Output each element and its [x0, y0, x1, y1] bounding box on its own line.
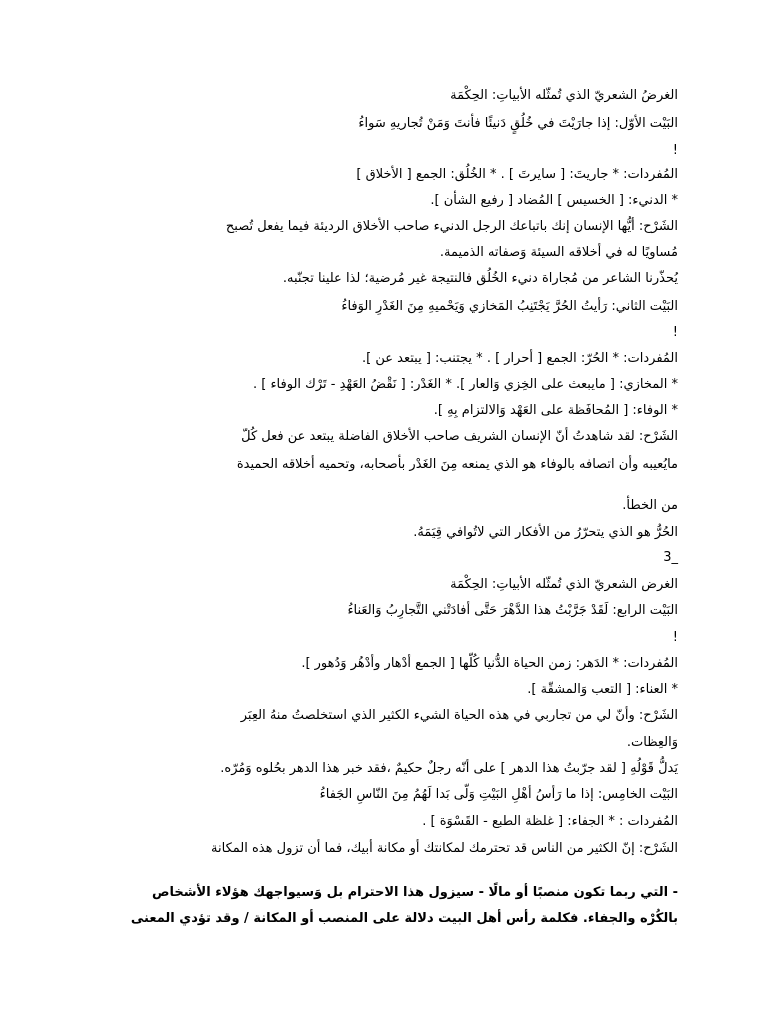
vocabulary-5: المُفردات : * الجفاء: [ غلظة الطبع - القَسْوَة ] . [422, 814, 678, 829]
lesson-4: يَدلُّ قَوْلُهِ [ لقد جرّبتُ هذا الدهر ] على أنّه رجلٌ حكيمٌ ،فقد خبر هذا الدهر بحُلوه وَمُرّه. [220, 761, 678, 776]
vocabulary-2b: * المخازي: [ مايبعث على الخِزي وَالعار ]. * الغَدْر: [ نَقْضُ العَهْدِ - تَرْك الوفاء ] . [252, 377, 678, 392]
explanation-5c: بالكُرْه والجفاء. فكلمة رأس أهل البيت دلالة على المنصب أو المكانة / وقد تؤدي المعنى [130, 911, 678, 926]
explanation-2a: الشَرْح: لقد شاهدتُ أنّ الإنسان الشريف صاحب الأخلاق الفاضلة يبتعد عن فعل كُلّ [241, 429, 678, 444]
verse-2: البَيْت الثاني: رَأيتُ الحُرَّ يَجْتَنِبُ المَخازي وَيَحْميهِ مِنَ الغَدْرِ الوَفاءُ [341, 299, 678, 314]
poem-purpose-heading-2: الغرض الشعريّ الذي تُمثّله الأبياتِ: الحِكْمَة [450, 577, 678, 592]
separator-mark: ! [672, 143, 678, 158]
explanation-4a: الشَرْح: وأنّ لي من تجاربي في هذه الحياة الشيء الكثير الذي استخلصتُ منهُ العِبَر [240, 708, 678, 723]
explanation-1a: الشَرْح: أيُّها الإنسان إنك باتباعك الرجل الدنيء صاحب الأخلاق الرديئة فيما يفعل تُصبح [225, 219, 678, 234]
poem-purpose-heading-1: الغرضُ الشعريّ الذي تُمثّله الأبياتِ: الحِكْمَة [450, 88, 678, 103]
explanation-5b: - التي ربما تكون منصبًا أو مالًا - سيزول هذا الاحترام بل وَسيواجهك هؤلاء الأشخاص [152, 885, 678, 900]
separator-mark: ! [672, 325, 678, 340]
vocabulary-4b: * العناء: [ التعب وَالمشقّة ]. [527, 682, 678, 697]
page-number: 3_ [663, 550, 678, 565]
lesson-1: يُحذّرنا الشاعر من مُجاراة دنيء الخُلُق فالنتيجة غير مُرضية؛ لذا علينا تجنّبه. [282, 271, 678, 286]
vocabulary-2a: المُفردات: * الحُرّ: الجمع [ أحرار ] . * يجتنب: [ يبتعد عن ]. [362, 351, 678, 366]
explanation-5a: الشَرْح: إنّ الكثير من الناس قد تحترمك لمكانتك أو مكانة أبيك، فما أن تزول هذه المكانة [211, 841, 678, 856]
vocabulary-1b: * الدنيء: [ الخسيس ] المُضاد [ رفيع الشأن ]. [430, 193, 678, 208]
verse-1: البَيْت الأوّل: إذا جارَيْتَ في خُلُقٍ دَنيئًا فأنتَ وَمَنْ تُجاريهِ سَواءُ [358, 116, 678, 131]
verse-4: البَيْت الرابع: لَقَدْ جَرَّبْتُ هذا الدَّهْرَ حَتَّى أفادَتْني التَّجارِبُ وَالعَناءُ [347, 603, 678, 618]
explanation-4b: وَالعِظات. [626, 735, 678, 750]
vocabulary-2c: * الوفاء: [ المُحافَظة على العَهْد وَالالتزام بِهِ ]. [433, 403, 678, 418]
explanation-2b: مايُعيبه وأن اتصافه بالوفاء هو الذي يمنعه مِنَ الغَدْر بأصحابه، وتحميه أخلاقه الحميدة [236, 457, 678, 472]
vocabulary-4a: المُفردات: * الدَهر: زمن الحياة الدُّنيا كُلّها [ الجمع أدْهار وأدْهُر وَدُهور ]. [301, 656, 678, 671]
separator-mark: ! [672, 630, 678, 645]
explanation-2c: من الخطأ. [622, 498, 678, 513]
verse-5: البَيْت الخامِس: إذا ما رَأسُ أهْلِ البَيْتِ وَلّى بَدا لَهُمُ مِنَ النّاسِ الجَفاءُ [319, 787, 678, 802]
explanation-1b: مُساويًا له في أخلاقه السيئة وَصفاته الذميمة. [439, 245, 678, 260]
lesson-2: الحُرُّ هو الذي يتحرّرُ من الأفكار التي لاتُوافي قِيَمَهُ. [413, 525, 678, 540]
vocabulary-1a: المُفردات: * جاريتَ: [ سايرتَ ] . * الخُلُق: الجمع [ الأخلاق ] [356, 167, 678, 182]
